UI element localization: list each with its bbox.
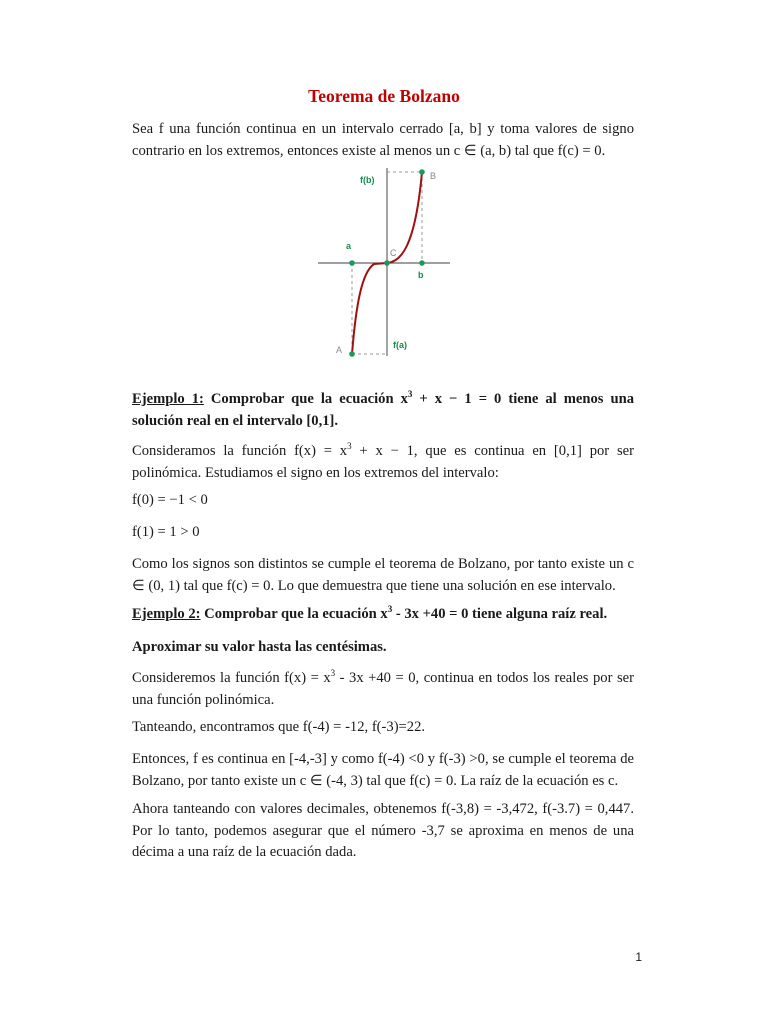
example1-exponent: 3 (407, 389, 413, 399)
theorem-statement (132, 119, 634, 162)
label-fb: f(b) (360, 175, 375, 185)
element-of-symbol: ∈ (132, 577, 145, 594)
example2-paragraph2: Tanteando, encontramos que f(-4) = -12, f(-3)=22. (132, 719, 426, 735)
point-a (349, 260, 355, 266)
example2-paragraph3 (132, 749, 634, 792)
page-title: Teorema de Bolzano (308, 86, 460, 106)
example1-paragraph1 (132, 441, 634, 484)
example2-p3-part1: Entonces, f es continua en [-4,-3] y como f(-4) <0 y f(-3) >0, se cumple el teorema de Bolzano, por tanto existe un c (132, 751, 634, 789)
label-a: a (346, 241, 352, 251)
element-of-symbol: ∈ (463, 142, 477, 159)
example1-p1-part2: + x − 1, que es continua en [0,1] por ser polinómica. Estudiamos el signo en los extremos del intervalo: (132, 443, 634, 481)
example2-heading-part2: - 3x +40 = 0 tiene alguna raíz real. (392, 606, 608, 622)
example2-p1-exponent: 3 (330, 668, 336, 678)
example2-heading-part1: Comprobar que la ecuación x (200, 606, 388, 622)
bolzano-figure (312, 164, 452, 360)
example2-label: Ejemplo 2: (132, 606, 201, 622)
example2-exponent: 3 (387, 604, 393, 614)
page-number: 1 (635, 950, 642, 964)
example2-p1-part2: - 3x +40 = 0, continua en todos los reales por ser una función polinómica. (132, 670, 634, 708)
element-of-symbol: ∈ (309, 772, 323, 789)
label-C: C (390, 248, 397, 258)
example1-p1-part1: Consideramos la función f(x) = x (132, 443, 348, 459)
example1-f1: f(1) = 1 > 0 (132, 524, 200, 540)
label-fa: f(a) (393, 340, 407, 350)
point-A (349, 351, 355, 357)
example2-paragraph1 (132, 668, 634, 711)
example1-heading-part1: Comprobar que la ecuación x (203, 391, 408, 407)
example1-heading-part2: + x − 1 = 0 tiene al menos una solución real en el intervalo [0,1]. (132, 391, 634, 429)
point-b (419, 260, 425, 266)
label-b: b (418, 270, 424, 280)
theorem-text-after: (a, b) tal que f(c) = 0. (476, 142, 606, 159)
example2-subheading: Aproximar su valor hasta las centésimas. (132, 639, 387, 655)
example1-p2-part1: Como los signos son distintos se cumple el teorema de Bolzano, por tanto existe un c (132, 556, 634, 572)
example2-heading (132, 604, 634, 626)
label-A: A (336, 345, 343, 355)
point-B (419, 169, 425, 175)
example1-f0: f(0) = −1 < 0 (132, 492, 208, 508)
example1-heading (132, 389, 634, 432)
example2-p3-part2: (-4, 3) tal que f(c) = 0. La raíz de la ecuación es c. (322, 772, 619, 789)
example2-p1-part1: Consideremos la función f(x) = x (132, 670, 331, 686)
example1-p2-part2: (0, 1) tal que f(c) = 0. Lo que demuestra que tiene una solución en ese intervalo. (144, 577, 616, 594)
label-B: B (430, 171, 437, 181)
example1-label: Ejemplo 1: (132, 391, 204, 407)
example2-paragraph4: Ahora tanteando con valores decimales, obtenemos f(-3,8) = -3,472, f(-3.7) = 0,447. Por lo tanto, podemos asegurar que el número -3,7 se aproxima en menos de una décima a una raíz de la ecuación dada. (132, 801, 634, 860)
theorem-text-before: Sea f una función continua en un intervalo cerrado [a, b] y toma valores de signo contrario en los extremos, entonces existe al menos un c (132, 121, 634, 159)
point-c (384, 260, 390, 266)
example1-p1-exponent: 3 (347, 441, 352, 451)
example1-paragraph2 (132, 554, 634, 597)
